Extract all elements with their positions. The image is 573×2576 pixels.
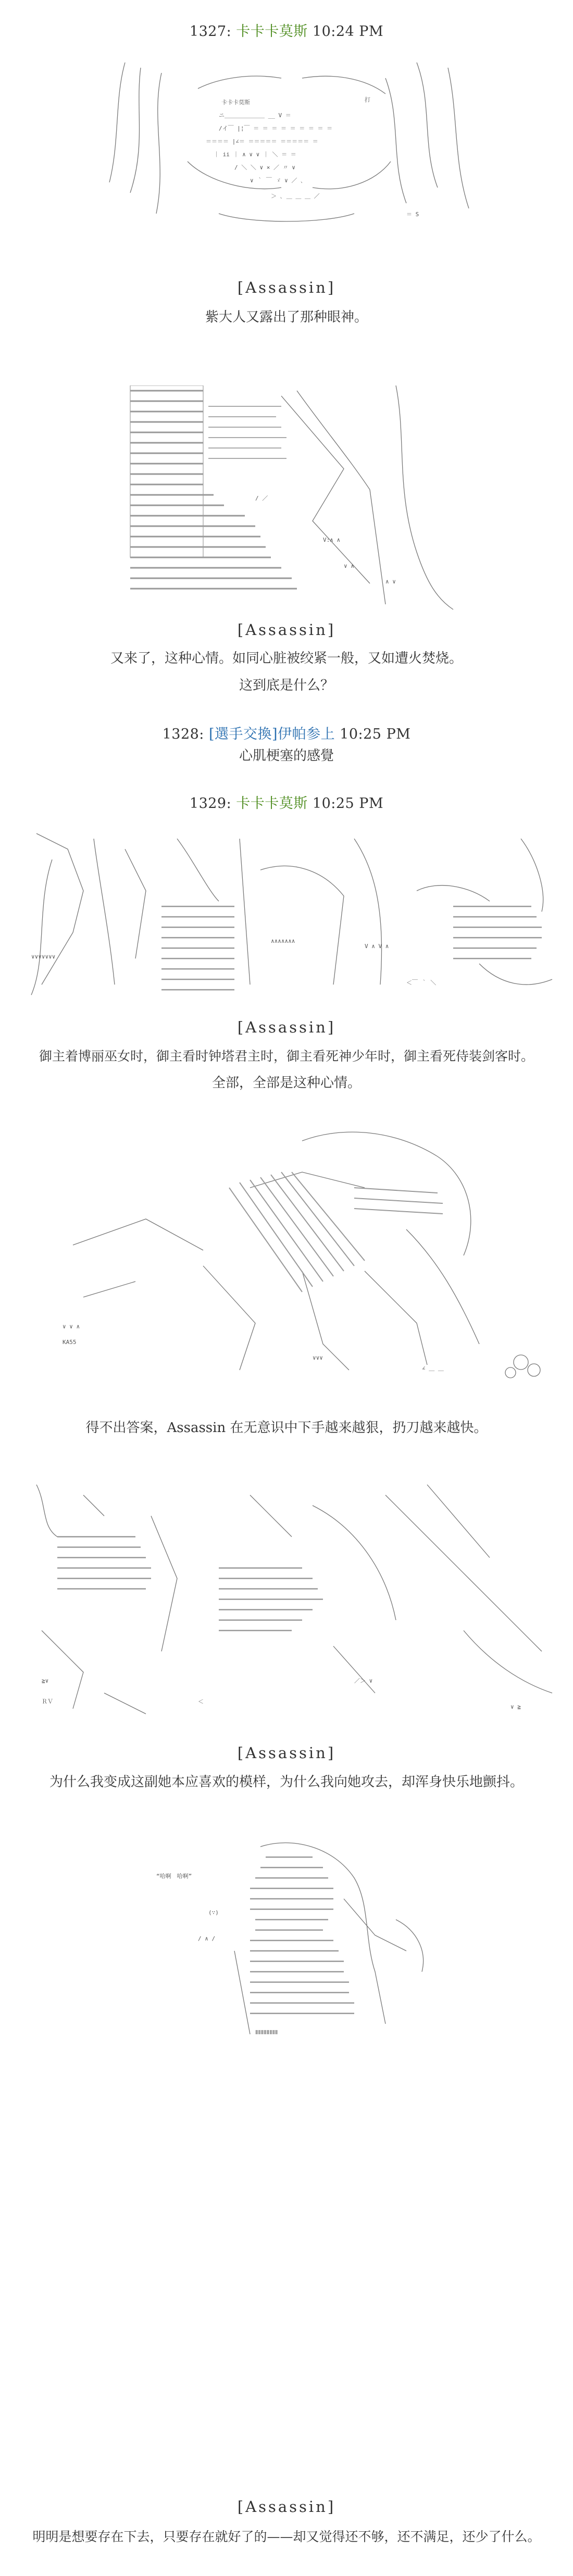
- narration-line: 为什么我变成这副她本应喜欢的模样，为什么我向她攻去，却浑身快乐地颤抖。: [49, 1774, 524, 1790]
- post-time: 10:25 PM: [340, 726, 411, 742]
- svg-text:∨ ｀ ￣ ゞ ∨ ／ ､: ∨ ｀ ￣ ゞ ∨ ／ ､: [250, 177, 304, 184]
- narration-line: 紫大人又露出了那种眼神。: [205, 309, 368, 325]
- svg-text:≧∨: ≧∨: [42, 1677, 49, 1684]
- post-author[interactable]: 卡卡卡莫斯: [236, 23, 308, 40]
- ascii-art-3: [21, 828, 557, 1000]
- svg-text:∨ ∨ ∧: ∨ ∨ ∧: [63, 1323, 80, 1330]
- post-time: 10:25 PM: [312, 795, 384, 812]
- post-number: 1327:: [189, 23, 232, 40]
- ascii-art-2: [125, 385, 458, 620]
- speaker-label: [Assassin]: [237, 621, 336, 639]
- narration-line: 全部，全部是这种心情。: [211, 1075, 361, 1091]
- speaker-label: [Assassin]: [237, 2498, 336, 2516]
- narration-line: 又来了，这种心情。如同心脏被绞紧一般，又如遭火焚烧。: [110, 651, 463, 666]
- narration-line: 得不出答案，Assassin 在无意识中下手越来越狠，扔刀越来越快。: [85, 1420, 488, 1436]
- narration-line: 明明是想要存在下去，只要存在就好了的——却又觉得还不够，还不满足，还少了什么。: [32, 2529, 541, 2544]
- speaker-label: [Assassin]: [237, 279, 336, 296]
- post-time: 10:24 PM: [312, 23, 384, 40]
- svg-text:∧ ∨: ∧ ∨: [385, 578, 396, 585]
- post-author[interactable]: 卡卡卡莫斯: [236, 795, 308, 812]
- art-label-hit: 打: [365, 96, 370, 103]
- svg-text:／＞ ∨: ／＞ ∨: [354, 1677, 373, 1684]
- svg-text:∧∧∧∧∧∧∧: ∧∧∧∧∧∧∧: [271, 938, 295, 944]
- art-dialogue: “哈啊 哈啊”: [156, 1873, 192, 1880]
- speaker-label: [Assassin]: [237, 1744, 336, 1762]
- ascii-art-4: [31, 1125, 557, 1386]
- svg-text:∨∨∨∨∨∨∨: ∨∨∨∨∨∨∨: [31, 953, 56, 960]
- svg-text:ⅡⅡⅡⅡⅡⅡⅡⅡ: ⅡⅡⅡⅡⅡⅡⅡⅡ: [255, 2029, 278, 2036]
- ascii-art-5: [21, 1474, 557, 1724]
- ascii-art-1: [94, 57, 490, 229]
- art-label-name: 卡卡卡莫斯: [221, 99, 250, 106]
- svg-text:ニ＿＿＿＿＿＿＿ __ V ＝: ニ＿＿＿＿＿＿＿ __ V ＝: [219, 112, 291, 119]
- svg-text:/ ∧ /: / ∧ /: [198, 1935, 216, 1942]
- svg-text:/ ／: / ／: [255, 495, 268, 502]
- svg-text:KA55: KA55: [63, 1339, 77, 1346]
- svg-text:∨∨∨: ∨∨∨: [313, 1354, 323, 1361]
- svg-text:∨ ≧: ∨ ≧: [510, 1703, 521, 1710]
- post-body: 心肌梗塞的感覺: [239, 748, 334, 764]
- svg-text:(∵): (∵): [208, 1909, 219, 1916]
- narration-line: 御主着博丽巫女时，御主看时钟塔君主时，御主看死神少年时，御主看死侍装剑客时。: [39, 1049, 534, 1064]
- svg-text:＜: ＜: [198, 1698, 204, 1705]
- svg-text:∨ ∧: ∨ ∧: [344, 563, 354, 569]
- narration-line: 这到底是什么？: [239, 678, 334, 693]
- svg-text:/イ￣ |¦￣ ＝ ＝ ＝ ＝ ＝ ＝ ＝ ＝ ＝: /イ￣ |¦￣ ＝ ＝ ＝ ＝ ＝ ＝ ＝ ＝ ＝: [219, 125, 333, 132]
- ascii-art-6: [146, 1836, 458, 2045]
- speaker-label: [Assassin]: [237, 1018, 336, 1036]
- svg-text:/ ＼ ＼ ∨ × ／ 〃 ∨: / ＼ ＼ ∨ × ／ 〃 ∨: [234, 164, 295, 171]
- post-number: 1328:: [162, 726, 204, 742]
- svg-text:＜￣ ｀ ＼: ＜￣ ｀ ＼: [406, 979, 437, 986]
- post-header-1327: [0, 20, 573, 40]
- svg-text:V ∧ V ∧: V ∧ V ∧: [365, 943, 389, 950]
- post-number: 1329:: [189, 795, 232, 812]
- post-header-1328: [0, 723, 573, 743]
- svg-text:ＲＶ: ＲＶ: [42, 1698, 53, 1705]
- svg-text:＝ S: ＝ S: [406, 211, 419, 218]
- svg-text:∠ ＿ ＿: ∠ ＿ ＿: [422, 1365, 444, 1372]
- svg-text:＝＝＝＝ |∠＝ ＝＝＝＝＝ ＝＝＝＝＝ ＝: ＝＝＝＝ |∠＝ ＝＝＝＝＝ ＝＝＝＝＝ ＝: [206, 138, 318, 145]
- svg-text:V:∧ ∧: V:∧ ∧: [323, 537, 341, 543]
- post-header-1329: [0, 792, 573, 812]
- svg-text:｜ ii ｜ ∧ ∨ ∨ ｜ ＼ ＝ ＝: ｜ ii ｜ ∧ ∨ ∨ ｜ ＼ ＝ ＝: [214, 151, 296, 158]
- svg-text:＞ ､ ＿ ＿ ＿ ／: ＞ ､ ＿ ＿ ＿ ／: [271, 193, 320, 200]
- post-author[interactable]: [選手交換]伊帕参上: [209, 726, 335, 742]
